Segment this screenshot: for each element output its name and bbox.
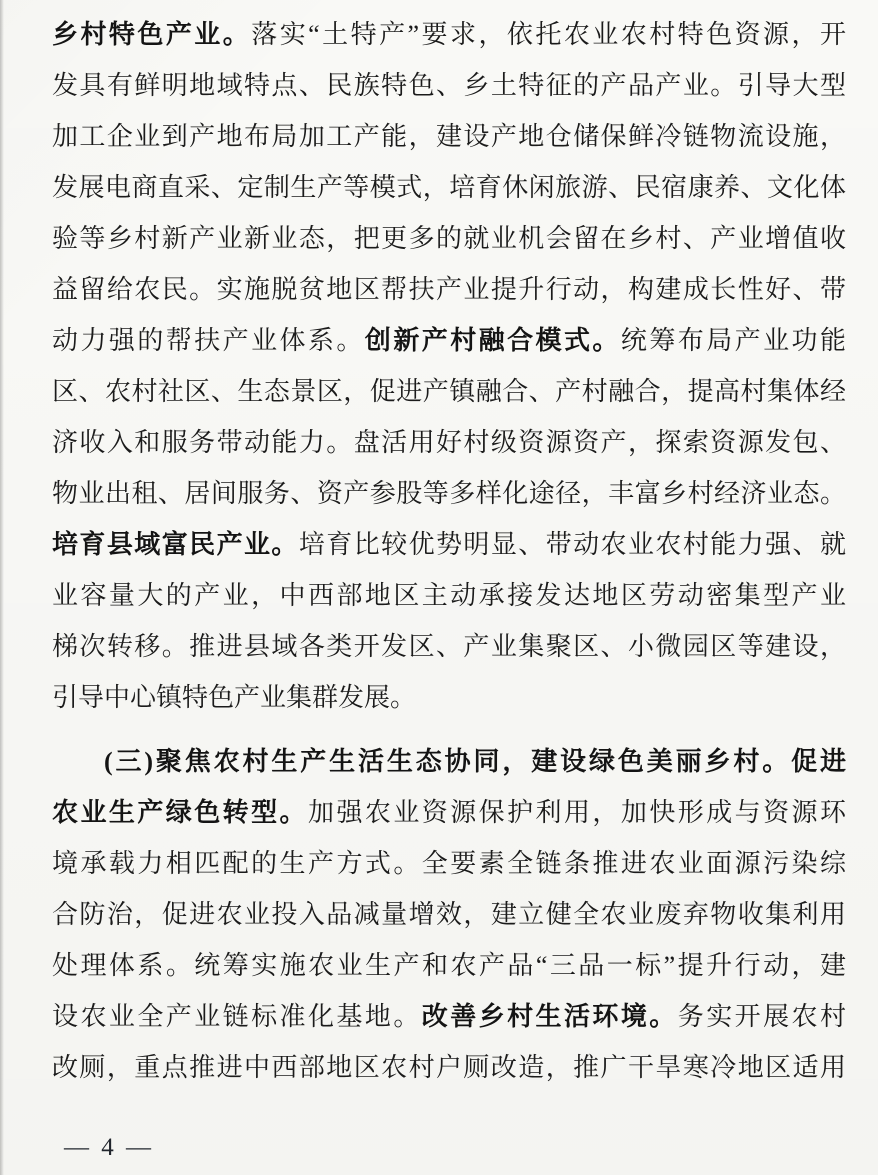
body-text: 动力强的帮扶产业体系。 [52, 326, 365, 355]
text-line [52, 838, 846, 889]
body-text: 设农业全产业链标准化基地。 [52, 1002, 422, 1031]
text-line [52, 162, 846, 213]
text-line [52, 621, 846, 672]
body-text: 加强农业资源保护利用，加快形成与资源环 [308, 798, 846, 827]
text-line [52, 570, 846, 621]
text-line [52, 787, 846, 838]
text-line [52, 60, 846, 111]
text-line [52, 1042, 846, 1093]
document-body [52, 9, 846, 1093]
text-line [52, 9, 846, 60]
body-text: 验等乡村新产业新业态，把更多的就业机会留在乡村、产业增值收 [52, 224, 846, 253]
body-text: 统筹布局产业功能 [620, 326, 846, 355]
text-line [52, 417, 846, 468]
bold-heading-text: 创新产村融合模式。 [364, 326, 621, 355]
paragraph-rural-industry [52, 9, 846, 723]
bold-heading-text: 乡村特色产业。 [52, 20, 252, 49]
text-line [52, 519, 846, 570]
body-text: 加工企业到产地布局加工产能，建设产地仓储保鲜冷链物流设施， [52, 122, 846, 151]
body-text: 引导中心镇特色产业集群发展。 [52, 683, 417, 712]
text-line [52, 213, 846, 264]
body-text: 济收入和服务带动能力。盘活用好村级资源资产，探索资源发包、 [52, 428, 846, 457]
body-text: 物业出租、居间服务、资产参股等多样化途径，丰富乡村经济业态。 [52, 479, 846, 508]
body-text: 处理体系。统筹实施农业生产和农产品“三品一标”提升行动，建 [52, 951, 846, 980]
body-text: 合防治，促进农业投入品减量增效，建立健全农业废弃物收集利用 [52, 900, 846, 929]
body-text: 益留给农民。实施脱贫地区帮扶产业提升行动，构建成长性好、带 [52, 275, 846, 304]
paragraph-green-beautiful-village [52, 736, 846, 1093]
body-text: 发具有鲜明地域特点、民族特色、乡土特征的产品产业。引导大型 [52, 71, 846, 100]
body-text: 梯次转移。推进县域各类开发区、产业集聚区、小微园区等建设， [52, 632, 846, 661]
bold-heading-text: (三)聚焦农村生产生活生态协同，建设绿色美丽乡村。促进 [104, 747, 846, 776]
text-line [52, 940, 846, 991]
bold-heading-text: 改善乡村生活环境。 [421, 1002, 678, 1031]
text-line [52, 366, 846, 417]
body-text: 区、农村社区、生态景区，促进产镇融合、产村融合，提高村集体经 [52, 377, 846, 406]
text-line [52, 736, 846, 787]
body-text: 落实“土特产”要求，依托农业农村特色资源，开 [251, 20, 846, 49]
text-line [52, 111, 846, 162]
text-line [52, 991, 846, 1042]
body-text: 境承载力相匹配的生产方式。全要素全链条推进农业面源污染综 [52, 849, 846, 878]
body-text: 发展电商直采、定制生产等模式，培育休闲旅游、民宿康养、文化体 [52, 173, 846, 202]
text-line [52, 264, 846, 315]
body-text: 业容量大的产业，中西部地区主动承接发达地区劳动密集型产业 [52, 581, 846, 610]
body-text: 培育比较优势明显、带动农业农村能力强、就 [298, 530, 846, 559]
text-line [52, 315, 846, 366]
page-number: — 4 — [64, 1134, 154, 1161]
bold-heading-text: 农业生产绿色转型。 [52, 798, 308, 827]
bold-heading-text: 培育县域富民产业。 [52, 530, 299, 559]
body-text: 务实开展农村 [677, 1002, 846, 1031]
text-line [52, 672, 846, 723]
text-line [52, 468, 846, 519]
body-text: 改厕，重点推进中西部地区农村户厕改造，推广干旱寒冷地区适用 [52, 1053, 846, 1082]
text-line [52, 889, 846, 940]
